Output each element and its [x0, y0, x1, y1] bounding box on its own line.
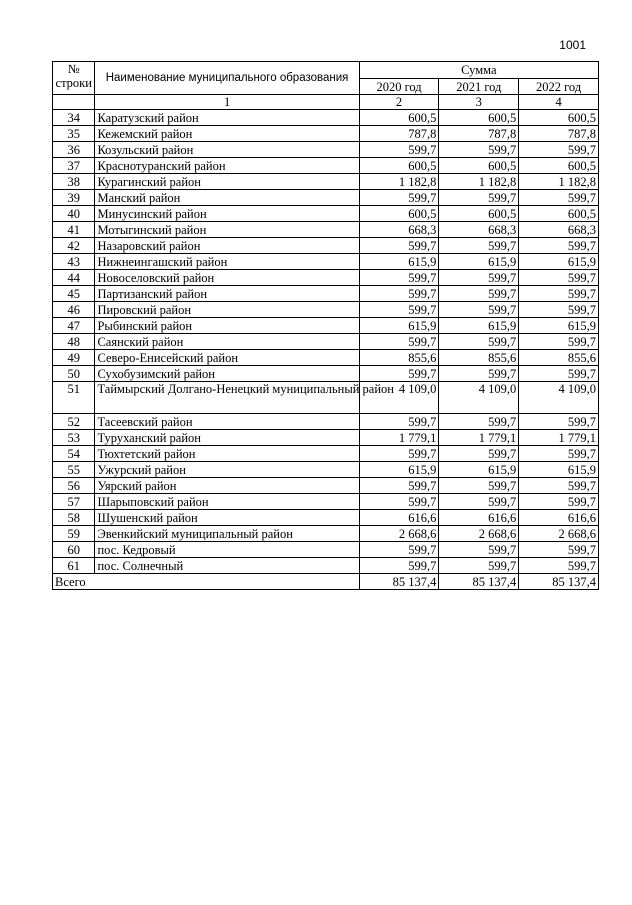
column-index-empty [53, 95, 95, 110]
amount-2021: 599,7 [439, 494, 519, 510]
amount-2020: 2 668,6 [359, 526, 439, 542]
row-number: 37 [53, 158, 95, 174]
row-number: 46 [53, 302, 95, 318]
column-index-2: 2 [359, 95, 439, 110]
municipality-name: Сухобузимский район [95, 366, 359, 382]
total-row [53, 574, 599, 590]
amount-2021: 615,9 [439, 318, 519, 334]
amount-2020: 1 779,1 [359, 430, 439, 446]
amount-2022: 599,7 [519, 302, 599, 318]
amount-2021: 855,6 [439, 350, 519, 366]
row-number: 50 [53, 366, 95, 382]
table-row [53, 270, 599, 286]
table-row [53, 558, 599, 574]
row-number: 61 [53, 558, 95, 574]
amount-2021: 1 182,8 [439, 174, 519, 190]
amount-2022: 615,9 [519, 462, 599, 478]
amount-2021: 615,9 [439, 462, 519, 478]
row-number: 48 [53, 334, 95, 350]
amount-2022: 615,9 [519, 254, 599, 270]
table-row [53, 478, 599, 494]
row-number: 56 [53, 478, 95, 494]
municipality-name: Кежемский район [95, 126, 359, 142]
table-row [53, 254, 599, 270]
amount-2020: 855,6 [359, 350, 439, 366]
table-row [53, 206, 599, 222]
municipality-name: Козульский район [95, 142, 359, 158]
amount-2022: 599,7 [519, 478, 599, 494]
amount-2022: 599,7 [519, 366, 599, 382]
column-index-1: 1 [95, 95, 359, 110]
table-row [53, 446, 599, 462]
row-number: 47 [53, 318, 95, 334]
table-body [53, 110, 599, 574]
municipality-name: Ужурский район [95, 462, 359, 478]
amount-2022: 787,8 [519, 126, 599, 142]
municipality-name: Партизанский район [95, 286, 359, 302]
amount-2021: 599,7 [439, 286, 519, 302]
table-row [53, 334, 599, 350]
amount-2022: 599,7 [519, 414, 599, 430]
row-number: 60 [53, 542, 95, 558]
table-row [53, 238, 599, 254]
total-2022: 85 137,4 [519, 574, 599, 590]
municipality-name: Пировский район [95, 302, 359, 318]
municipality-name: Рыбинский район [95, 318, 359, 334]
amount-2021: 599,7 [439, 366, 519, 382]
row-number: 43 [53, 254, 95, 270]
amount-2020: 787,8 [359, 126, 439, 142]
amount-2021: 599,7 [439, 302, 519, 318]
amount-2020: 1 182,8 [359, 174, 439, 190]
amount-2022: 668,3 [519, 222, 599, 238]
amount-2022: 599,7 [519, 270, 599, 286]
amount-2022: 599,7 [519, 494, 599, 510]
amount-2022: 599,7 [519, 446, 599, 462]
amount-2020: 599,7 [359, 494, 439, 510]
amount-2021: 1 779,1 [439, 430, 519, 446]
amount-2022: 1 182,8 [519, 174, 599, 190]
row-number: 41 [53, 222, 95, 238]
amount-2020: 599,7 [359, 238, 439, 254]
row-number: 53 [53, 430, 95, 446]
amount-2022: 600,5 [519, 158, 599, 174]
table-row [53, 414, 599, 430]
row-number: 57 [53, 494, 95, 510]
municipality-name: Новоселовский район [95, 270, 359, 286]
municipality-name: пос. Солнечный [95, 558, 359, 574]
row-number-header [53, 62, 95, 95]
table-row [53, 174, 599, 190]
amount-2021: 2 668,6 [439, 526, 519, 542]
amount-2021: 4 109,0 [439, 382, 519, 414]
amount-2021: 600,5 [439, 206, 519, 222]
amount-2020: 599,7 [359, 286, 439, 302]
amount-2021: 599,7 [439, 270, 519, 286]
table-row [53, 302, 599, 318]
municipality-name: Нижнеингашский район [95, 254, 359, 270]
amount-2022: 599,7 [519, 238, 599, 254]
column-index-4: 4 [519, 95, 599, 110]
amount-2022: 599,7 [519, 142, 599, 158]
municipality-name: Каратузский район [95, 110, 359, 126]
row-number: 45 [53, 286, 95, 302]
municipality-name: Тасеевский район [95, 414, 359, 430]
amount-2020: 668,3 [359, 222, 439, 238]
page-number: 1001 [559, 38, 586, 52]
amount-2021: 599,7 [439, 190, 519, 206]
total-2021: 85 137,4 [439, 574, 519, 590]
municipality-name: Краснотуранский район [95, 158, 359, 174]
municipality-name: Шушенский район [95, 510, 359, 526]
amount-2021: 787,8 [439, 126, 519, 142]
table-row [53, 542, 599, 558]
municipality-name: Назаровский район [95, 238, 359, 254]
amount-2022: 615,9 [519, 318, 599, 334]
row-number: 55 [53, 462, 95, 478]
amount-2020: 615,9 [359, 318, 439, 334]
row-number: 40 [53, 206, 95, 222]
table-row [53, 366, 599, 382]
table-row [53, 350, 599, 366]
amount-2021: 599,7 [439, 334, 519, 350]
amount-2022: 599,7 [519, 558, 599, 574]
table-row [53, 510, 599, 526]
row-number: 49 [53, 350, 95, 366]
amount-2022: 1 779,1 [519, 430, 599, 446]
municipality-name: Уярский район [95, 478, 359, 494]
amount-2021: 599,7 [439, 238, 519, 254]
municipality-name: Туруханский район [95, 430, 359, 446]
amount-2022: 600,5 [519, 110, 599, 126]
amount-2021: 600,5 [439, 110, 519, 126]
municipality-name: пос. Кедровый [95, 542, 359, 558]
year-2020-header: 2020 год [359, 79, 439, 95]
amount-2021: 599,7 [439, 478, 519, 494]
table-row [53, 126, 599, 142]
amount-2022: 599,7 [519, 542, 599, 558]
amount-2020: 599,7 [359, 302, 439, 318]
table-row [53, 190, 599, 206]
table-row [53, 158, 599, 174]
municipality-name: Таймырский Долгано-Ненецкий муниципальный район [95, 382, 359, 414]
table-header [53, 62, 599, 110]
row-number-header-line2: строки [55, 76, 92, 90]
sum-header: Сумма [359, 62, 598, 79]
allocation-table [52, 61, 599, 590]
table-row [53, 286, 599, 302]
amount-2021: 599,7 [439, 542, 519, 558]
row-number: 42 [53, 238, 95, 254]
amount-2022: 599,7 [519, 286, 599, 302]
amount-2020: 599,7 [359, 446, 439, 462]
table-row [53, 462, 599, 478]
amount-2020: 599,7 [359, 542, 439, 558]
amount-2020: 615,9 [359, 254, 439, 270]
amount-2020: 4 109,0 [359, 382, 439, 414]
amount-2021: 599,7 [439, 558, 519, 574]
row-number: 54 [53, 446, 95, 462]
municipality-name: Манский район [95, 190, 359, 206]
amount-2020: 616,6 [359, 510, 439, 526]
row-number: 39 [53, 190, 95, 206]
municipality-name-header: Наименование муниципального образования [95, 62, 359, 95]
table-row [53, 110, 599, 126]
amount-2022: 616,6 [519, 510, 599, 526]
column-index-3: 3 [439, 95, 519, 110]
table-row [53, 142, 599, 158]
amount-2021: 599,7 [439, 414, 519, 430]
municipality-name: Курагинский район [95, 174, 359, 190]
row-number: 59 [53, 526, 95, 542]
amount-2020: 615,9 [359, 462, 439, 478]
municipality-name: Мотыгинский район [95, 222, 359, 238]
amount-2022: 600,5 [519, 206, 599, 222]
amount-2020: 599,7 [359, 270, 439, 286]
municipality-name: Минусинский район [95, 206, 359, 222]
amount-2020: 599,7 [359, 190, 439, 206]
municipality-name: Тюхтетский район [95, 446, 359, 462]
municipality-name: Саянский район [95, 334, 359, 350]
amount-2020: 599,7 [359, 142, 439, 158]
amount-2020: 599,7 [359, 558, 439, 574]
amount-2021: 615,9 [439, 254, 519, 270]
amount-2020: 600,5 [359, 110, 439, 126]
amount-2021: 600,5 [439, 158, 519, 174]
table-row [53, 318, 599, 334]
row-number: 51 [53, 382, 95, 414]
row-number: 44 [53, 270, 95, 286]
amount-2022: 855,6 [519, 350, 599, 366]
row-number: 36 [53, 142, 95, 158]
amount-2020: 600,5 [359, 206, 439, 222]
total-2020: 85 137,4 [359, 574, 439, 590]
amount-2020: 600,5 [359, 158, 439, 174]
table-row [53, 222, 599, 238]
amount-2021: 599,7 [439, 446, 519, 462]
municipality-name: Шарыповский район [95, 494, 359, 510]
table-row [53, 526, 599, 542]
year-2021-header: 2021 год [439, 79, 519, 95]
amount-2020: 599,7 [359, 414, 439, 430]
amount-2022: 599,7 [519, 190, 599, 206]
amount-2022: 4 109,0 [519, 382, 599, 414]
amount-2021: 668,3 [439, 222, 519, 238]
amount-2020: 599,7 [359, 334, 439, 350]
table-row [53, 494, 599, 510]
table-row [53, 382, 599, 414]
municipality-name: Эвенкийский муниципальный район [95, 526, 359, 542]
row-number: 58 [53, 510, 95, 526]
amount-2020: 599,7 [359, 366, 439, 382]
row-number: 38 [53, 174, 95, 190]
row-number: 35 [53, 126, 95, 142]
table-row [53, 430, 599, 446]
amount-2020: 599,7 [359, 478, 439, 494]
total-label: Всего [53, 574, 360, 590]
amount-2022: 2 668,6 [519, 526, 599, 542]
row-number: 52 [53, 414, 95, 430]
municipality-name: Северо-Енисейский район [95, 350, 359, 366]
row-number-header-line1: № [67, 62, 80, 76]
amount-2021: 599,7 [439, 142, 519, 158]
row-number: 34 [53, 110, 95, 126]
year-2022-header: 2022 год [519, 79, 599, 95]
amount-2022: 599,7 [519, 334, 599, 350]
amount-2021: 616,6 [439, 510, 519, 526]
